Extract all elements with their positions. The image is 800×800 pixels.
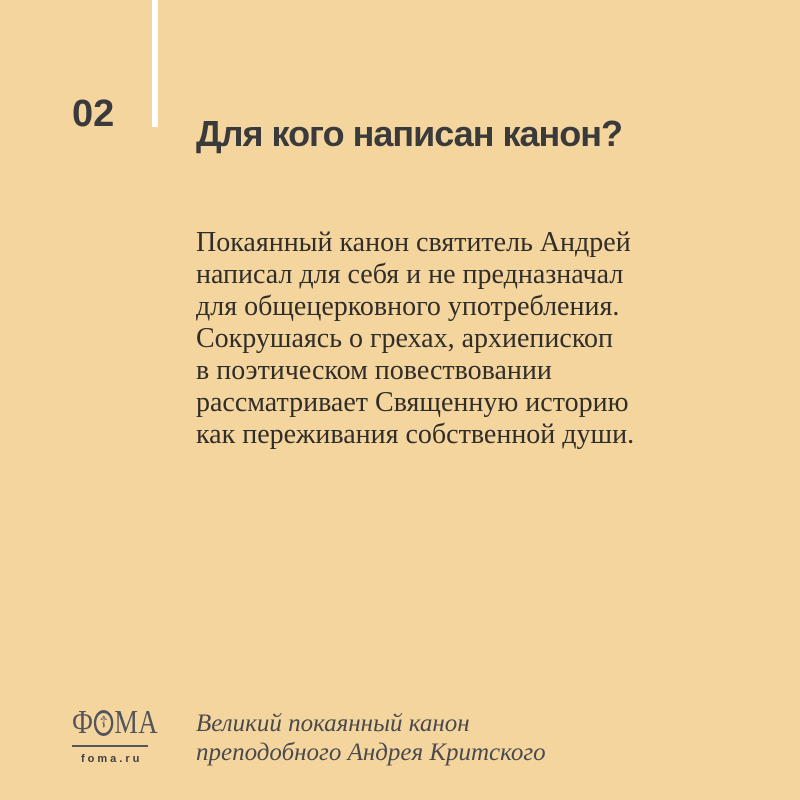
logo-fita-letter — [94, 710, 114, 736]
logo-divider-line — [72, 745, 148, 747]
body-line: Сокрушаясь о грехах, архиепископ — [196, 323, 613, 354]
page-title: Для кого написан канон? — [196, 113, 622, 155]
logo-letters-ma: МА — [114, 704, 158, 741]
body-paragraph — [196, 227, 634, 451]
body-line: в поэтическом повествовании — [196, 355, 552, 386]
body-line: написал для себя и не предназначал — [196, 259, 624, 290]
body-line: для общецерковного употребления. — [196, 291, 620, 322]
body-line: как переживания собственной души. — [196, 419, 635, 450]
orthodox-cross-icon: ☦ — [99, 712, 109, 732]
body-line: рассматривает Священную историю — [196, 387, 629, 418]
series-caption — [196, 709, 546, 767]
accent-divider-line — [152, 0, 158, 127]
foma-logo — [72, 706, 192, 765]
logo-letter-f: Ф — [72, 704, 94, 741]
foma-logo-text — [72, 706, 166, 740]
caption-line: Великий покаянный канон — [196, 710, 470, 737]
body-line: Покаянный канон святитель Андрей — [196, 227, 631, 258]
caption-line: преподобного Андрея Критского — [196, 739, 546, 766]
card-number: 02 — [72, 93, 115, 135]
logo-domain-text: foma.ru — [81, 753, 143, 765]
